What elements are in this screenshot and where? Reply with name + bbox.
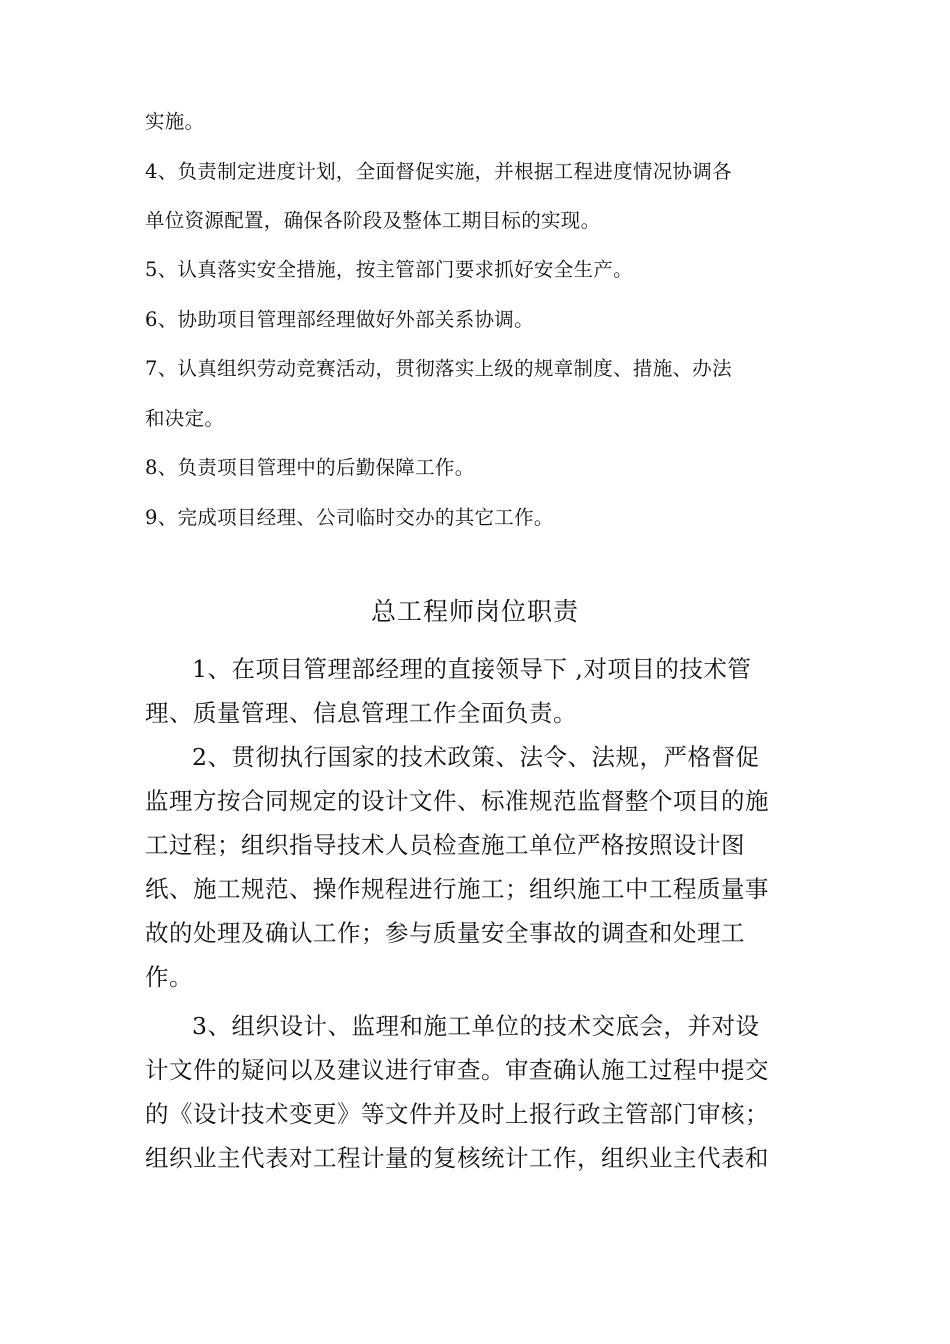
text-line: 3、组织设计、监理和施工单位的技术交底会，并对设 [192, 1012, 760, 1040]
text-line: 8、负责项目管理中的后勤保障工作。 [145, 456, 475, 479]
text-line: 计文件的疑问以及建议进行审查。审查确认施工过程中提交 [145, 1056, 769, 1084]
text-line: 故的处理及确认工作；参与质量安全事故的调查和处理工 [145, 919, 745, 947]
text-line: 实施。 [145, 110, 205, 133]
text-line: 4、负责制定进度计划，全面督促实施，并根据工程进度情况协调各 [145, 160, 732, 183]
text-line: 纸、施工规范、操作规程进行施工；组织施工中工程质量事 [145, 875, 769, 903]
text-line: 和决定。 [145, 407, 225, 430]
text-line: 作。 [145, 963, 193, 991]
text-line: 的《设计技术变更》等文件并及时上报行政主管部门审核； [145, 1100, 769, 1128]
text-line: 监理方按合同规定的设计文件、标准规范监督整个项目的施 [145, 787, 769, 815]
text-line: 9、完成项目经理、公司临时交办的其它工作。 [145, 506, 554, 529]
text-line: 7、认真组织劳动竞赛活动，贯彻落实上级的规章制度、措施、办法 [145, 357, 732, 380]
text-line: 5、认真落实安全措施，按主管部门要求抓好安全生产。 [145, 258, 633, 281]
text-line: 单位资源配置，确保各阶段及整体工期目标的实现。 [145, 209, 601, 232]
section-title: 总工程师岗位职责 [370, 597, 579, 626]
text-line: 2、贯彻执行国家的技术政策、法令、法规，严格督促 [192, 743, 760, 771]
text-line: 6、协助项目管理部经理做好外部关系协调。 [145, 308, 534, 331]
text-line: 1、在项目管理部经理的直接领导下 ,对项目的技术管 [192, 655, 752, 683]
text-line: 工过程；组织指导技术人员检查施工单位严格按照设计图 [145, 831, 745, 859]
text-line: 组织业主代表对工程计量的复核统计工作，组织业主代表和 [145, 1144, 769, 1172]
text-line: 理、质量管理、信息管理工作全面负责。 [145, 699, 577, 727]
